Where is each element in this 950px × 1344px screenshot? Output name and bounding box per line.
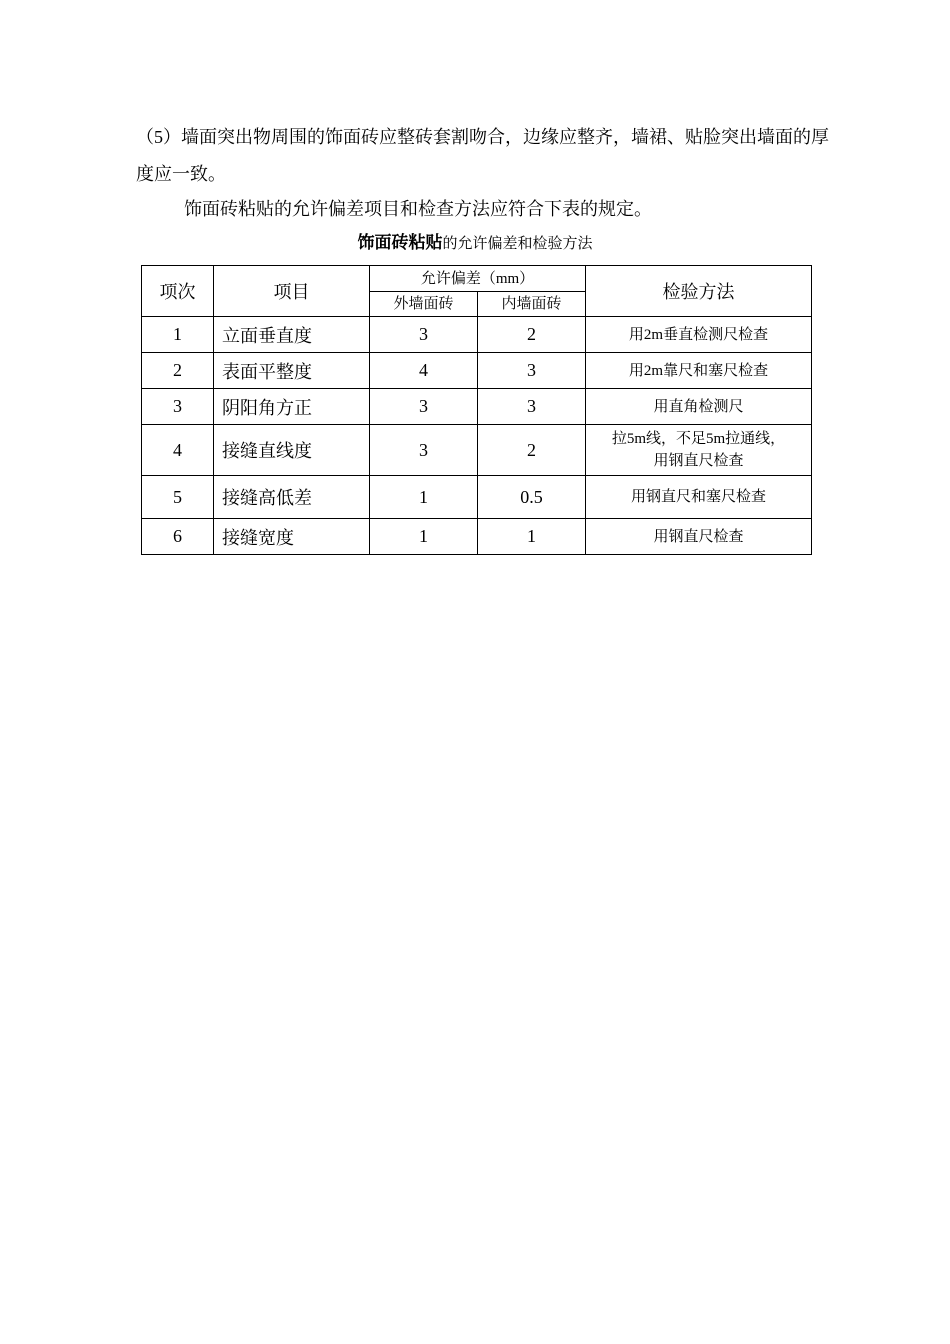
row-item: 阴阳角方正 (214, 389, 370, 425)
row-exterior: 1 (370, 519, 478, 555)
row-exterior: 3 (370, 425, 478, 476)
header-interior: 内墙面砖 (478, 292, 586, 317)
row-index: 6 (142, 519, 214, 555)
row-index: 2 (142, 353, 214, 389)
table-caption-rest: 的允许偏差和检验方法 (442, 236, 593, 252)
paragraph-table-intro: 饰面砖粘贴的允许偏差项目和检查方法应符合下表的规定。 (184, 199, 652, 219)
row-interior: 0.5 (478, 476, 586, 519)
table-caption-bold: 饰面砖粘贴 (357, 233, 443, 252)
table-row (142, 353, 812, 389)
row-index: 1 (142, 317, 214, 353)
row-item: 表面平整度 (214, 353, 370, 389)
table-row (142, 317, 812, 353)
row-exterior: 3 (370, 389, 478, 425)
row-interior: 1 (478, 519, 586, 555)
paragraph-wall-protrusion: （5）墙面突出物周围的饰面砖应整砖套割吻合，边缘应整齐，墙裙、贴脸突出墙面的厚度应一致。 (136, 127, 829, 184)
tolerance-table (141, 265, 812, 555)
row-item: 接缝高低差 (214, 476, 370, 519)
row-method (586, 425, 812, 476)
header-exterior: 外墙面砖 (370, 292, 478, 317)
row-method: 用直角检测尺 (586, 389, 812, 425)
row-method: 用2m靠尺和塞尺检查 (586, 353, 812, 389)
header-tolerance: 允许偏差（mm） (370, 266, 586, 292)
row-interior: 2 (478, 425, 586, 476)
row-interior: 3 (478, 353, 586, 389)
row-method: 用钢直尺检查 (586, 519, 812, 555)
table-row (142, 389, 812, 425)
row-method: 用钢直尺和塞尺检查 (586, 476, 812, 519)
row-interior: 2 (478, 317, 586, 353)
header-index: 项次 (142, 266, 214, 317)
row-item: 接缝宽度 (214, 519, 370, 555)
table-row (142, 519, 812, 555)
header-method: 检验方法 (586, 266, 812, 317)
row-interior: 3 (478, 389, 586, 425)
row-method-line2: 用钢直尺检查 (653, 453, 744, 469)
row-index: 5 (142, 476, 214, 519)
table-row (142, 425, 812, 476)
row-exterior: 4 (370, 353, 478, 389)
row-exterior: 3 (370, 317, 478, 353)
row-index: 4 (142, 425, 214, 476)
table-header-row (142, 266, 812, 292)
row-method: 用2m垂直检测尺检查 (586, 317, 812, 353)
header-item: 项目 (214, 266, 370, 317)
row-exterior: 1 (370, 476, 478, 519)
row-index: 3 (142, 389, 214, 425)
row-item: 立面垂直度 (214, 317, 370, 353)
table-caption (0, 230, 950, 257)
row-item: 接缝直线度 (214, 425, 370, 476)
row-method-line1: 拉5m线，不足5m拉通线， (611, 431, 786, 447)
table-row (142, 476, 812, 519)
